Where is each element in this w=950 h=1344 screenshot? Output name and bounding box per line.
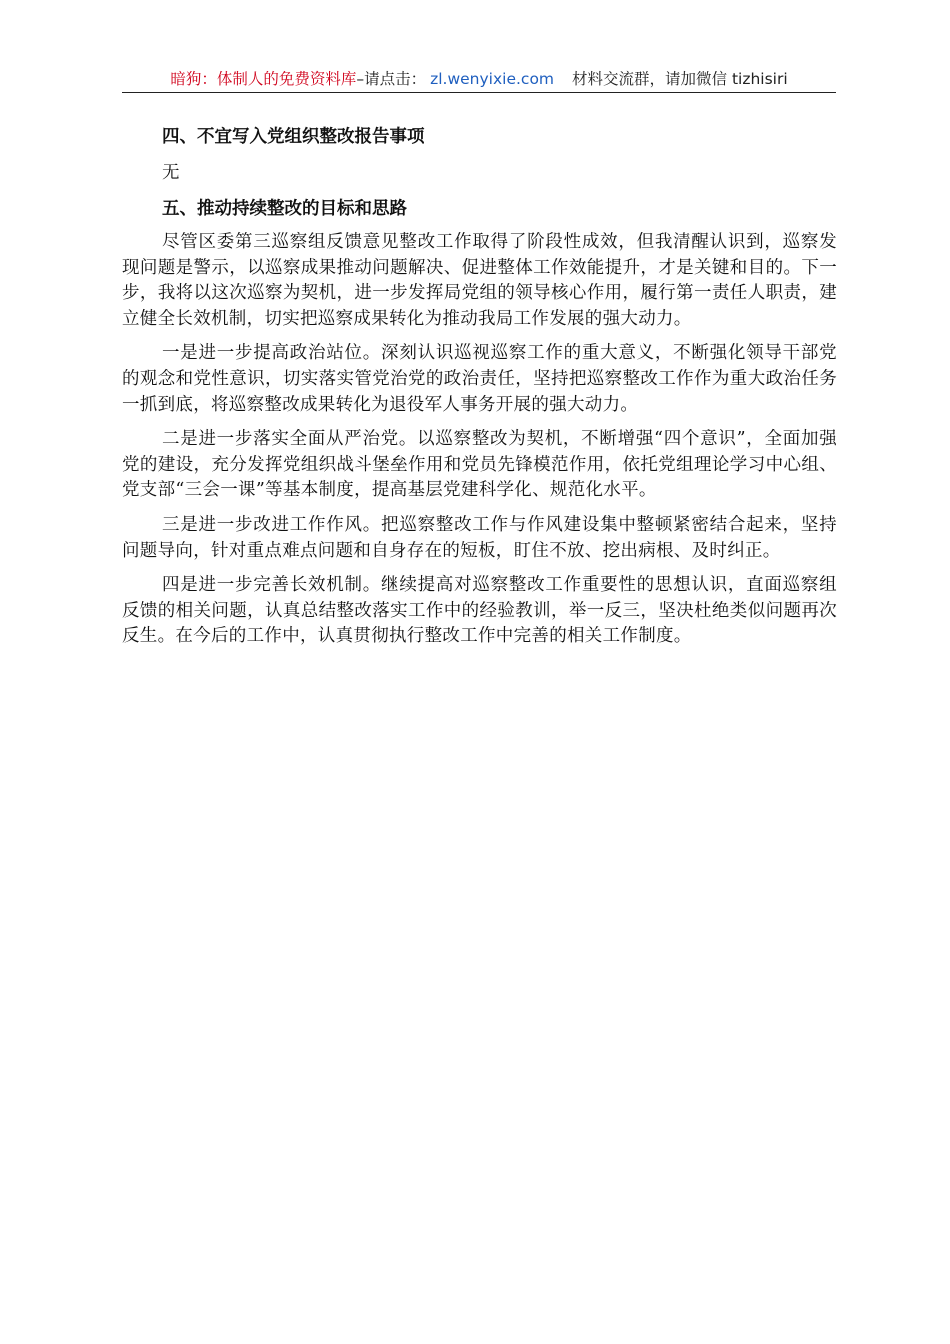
- paragraph-work-style: 三是进一步改进工作作风。把巡察整改工作与作风建设集中整顿紧密结合起来，坚持问题导向，针对重点难点问题和自身存在的短板，盯住不放、挖出病根、及时纠正。: [122, 514, 837, 561]
- section-5-title: 五、推动持续整改的目标和思路: [162, 199, 407, 219]
- paragraph-intro: 尽管区委第三巡察组反馈意见整改工作取得了阶段性成效，但我清醒认识到，巡察发现问题是警示，以巡察成果推动问题解决、促进整体工作效能提升，才是关键和目的。下一步，我将以这次巡察为契机，进一步发挥局党组的领导核心作用，履行第一责任人职责，建立健全长效机制，切实把巡察成果转化为推动我局工作发展的强大动力。: [122, 232, 837, 329]
- document-body: [122, 120, 837, 659]
- header-group-text: 材料交流群，请加微信 tizhisiri: [572, 70, 788, 88]
- header-brand: 暗狗：体制人的免费资料库: [170, 70, 357, 88]
- header-url-link[interactable]: zl.wenyixie.com: [430, 70, 555, 88]
- page-header: [122, 66, 836, 93]
- section-4-body: 无: [162, 163, 180, 183]
- paragraph-long-term-mechanism: 四是进一步完善长效机制。继续提高对巡察整改工作重要性的思想认识，直面巡察组反馈的相关问题，认真总结整改落实工作中的经验教训，举一反三，坚决杜绝类似问题再次反生。在今后的工作中，认真贯彻执行整改工作中完善的相关工作制度。: [122, 575, 837, 647]
- header-click-prefix: –请点击：: [356, 70, 427, 88]
- paragraph-political-stance: 一是进一步提高政治站位。深刻认识巡视巡察工作的重大意义，不断强化领导干部党的观念和党性意识，切实落实管党治党的政治责任，坚持把巡察整改工作作为重大政治任务一抓到底，将巡察整改成果转化为退役军人事务开展的强大动力。: [122, 343, 837, 415]
- section-4-title: 四、不宜写入党组织整改报告事项: [162, 127, 425, 147]
- paragraph-party-governance: 二是进一步落实全面从严治党。以巡察整改为契机，不断增强“四个意识”，全面加强党的建设，充分发挥党组织战斗堡垒作用和党员先锋模范作用，依托党组理论学习中心组、党支部“三会一课”等基本制度，提高基层党建科学化、规范化水平。: [122, 429, 837, 501]
